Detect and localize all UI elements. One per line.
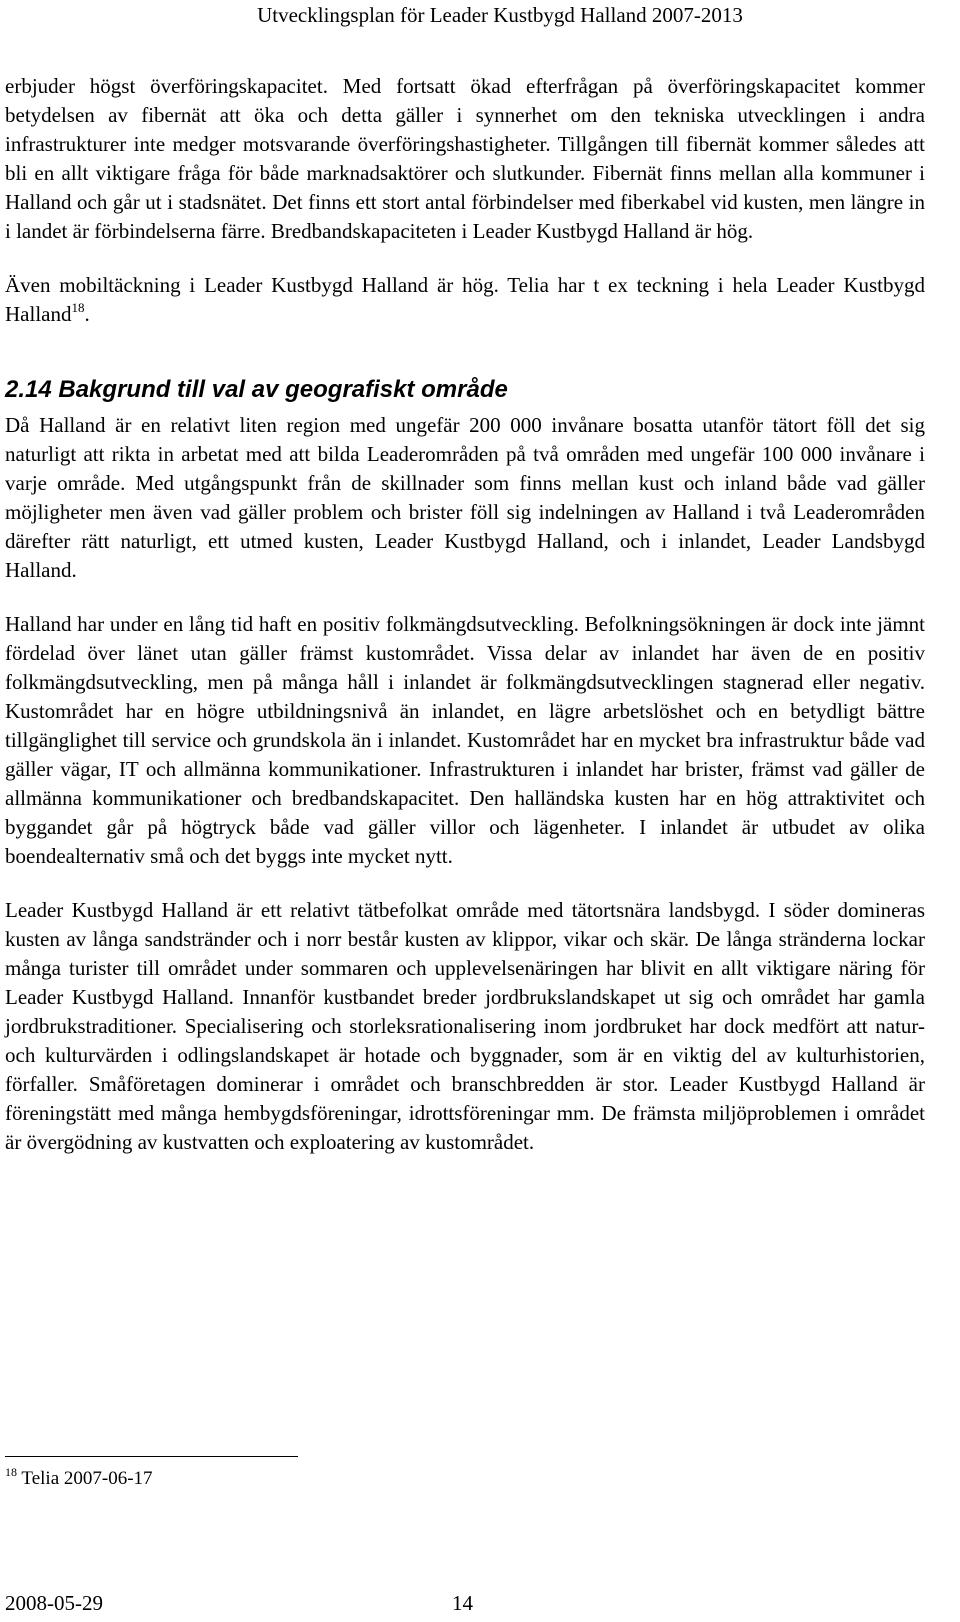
- paragraph-fiber: erbjuder högst överföringskapacitet. Med fortsatt ökad efterfrågan på överföringskapacitet kommer betydelsen av fibernät att öka och detta gäller i synnerhet om den tekniska utvecklingen i andra infrastrukturer inte medger motsvarande överföringshastigheter. Tillgången till fibernät kommer således att bli en allt viktigare fråga för både marknadsaktörer och slutkunder. Fibernät finns mellan alla kommuner i Halland och går ut i stadsnätet. Det finns ett stort antal förbindelser med fiberkabel vid kusten, men längre in i landet är förbindelserna färre. Bredbandskapaciteten i Leader Kustbygd Halland är hög.: [5, 74, 925, 243]
- footer-date: 2008-05-29: [5, 1591, 103, 1615]
- paragraph-mobile-coverage: [5, 271, 925, 329]
- section-heading: 2.14 Bakgrund till val av geografiskt område: [5, 376, 508, 403]
- footnote-divider: [5, 1456, 298, 1457]
- paragraph-mobile-text: Även mobiltäckning i Leader Kustbygd Halland är hög. Telia har t ex teckning i hela Leader Kustbygd Halland: [5, 273, 925, 326]
- footnote-text: Telia 2007-06-17: [21, 1468, 153, 1489]
- paragraph-mobile-end: .: [84, 302, 90, 326]
- footnote: [5, 1466, 153, 1492]
- paragraph-region-background: Då Halland är en relativt liten region med ungefär 200 000 invånare bosatta utanför tätort föll det sig naturligt att rikta in arbetat med att bilda Leaderområden på två områden med ungefär 100 000 invånare i varje område. Med utgångspunkt från de skillnader som finns mellan kust och inland både vad gäller möjligheter men även vad gäller problem och brister föll sig indelningen av Halland i två Leaderområden därefter rätt naturligt, ett utmed kusten, Leader Kustbygd Halland, och i inlandet, Leader Landsbygd Halland.: [5, 413, 925, 582]
- paragraph-population-development: Halland har under en lång tid haft en positiv folkmängdsutveckling. Befolkningsökningen är dock inte jämnt fördelad över länet utan gäller främst kustområdet. Vissa delar av inlandet har även de en positiv folkmängdsutveckling, men på många håll i inlandet är folkmängdsutvecklingen stagnerad eller negativ. Kustområdet har en högre utbildningsnivå än inlandet, en lägre arbetslöshet och en betydligt bättre tillgänglighet till service och grundskola än i inlandet. Kustområdet har en mycket bra infrastruktur både vad gäller vägar, IT och allmänna kommunikationer. Infrastrukturen i inlandet har brister, främst vad gäller de allmänna kommunikationer och bredbandskapacitet. Den halländska kusten har en hög attraktivitet och byggandet går på högtryck både vad gäller villor och lägenheter. I inlandet är utbudet av olika boendealternativ små och det byggs inte mycket nytt.: [5, 612, 925, 868]
- footnote-reference[interactable]: 18: [71, 300, 85, 315]
- document-body: [5, 72, 925, 1157]
- footnote-number: 18: [5, 1465, 17, 1479]
- page-number: 14: [452, 1591, 473, 1615]
- page-header: Utvecklingsplan för Leader Kustbygd Halland 2007-2013: [257, 3, 743, 27]
- paragraph-area-description: Leader Kustbygd Halland är ett relativt tätbefolkat område med tätortsnära landsbygd. I söder domineras kusten av långa sandstränder och i norr består kusten av klippor, vikar och skär. De långa stränderna lockar många turister till området under sommaren och upplevelsenäringen har blivit en allt viktigare näring för Leader Kustbygd Halland. Innanför kustbandet breder jordbrukslandskapet ut sig och området har gamla jordbrukstraditioner. Specialisering och storleksrationalisering inom jordbruket har dock medfört att natur- och kulturvärden i odlingslandskapet är hotade och byggnader, som är en viktig del av kulturhistorien, förfaller. Småföretagen dominerar i området och branschbredden är stor. Leader Kustbygd Halland är föreningstätt med många hembygdsföreningar, idrottsföreningar mm. De främsta miljöproblemen i området är övergödning av kustvatten och exploatering av kustområdet.: [5, 898, 925, 1154]
